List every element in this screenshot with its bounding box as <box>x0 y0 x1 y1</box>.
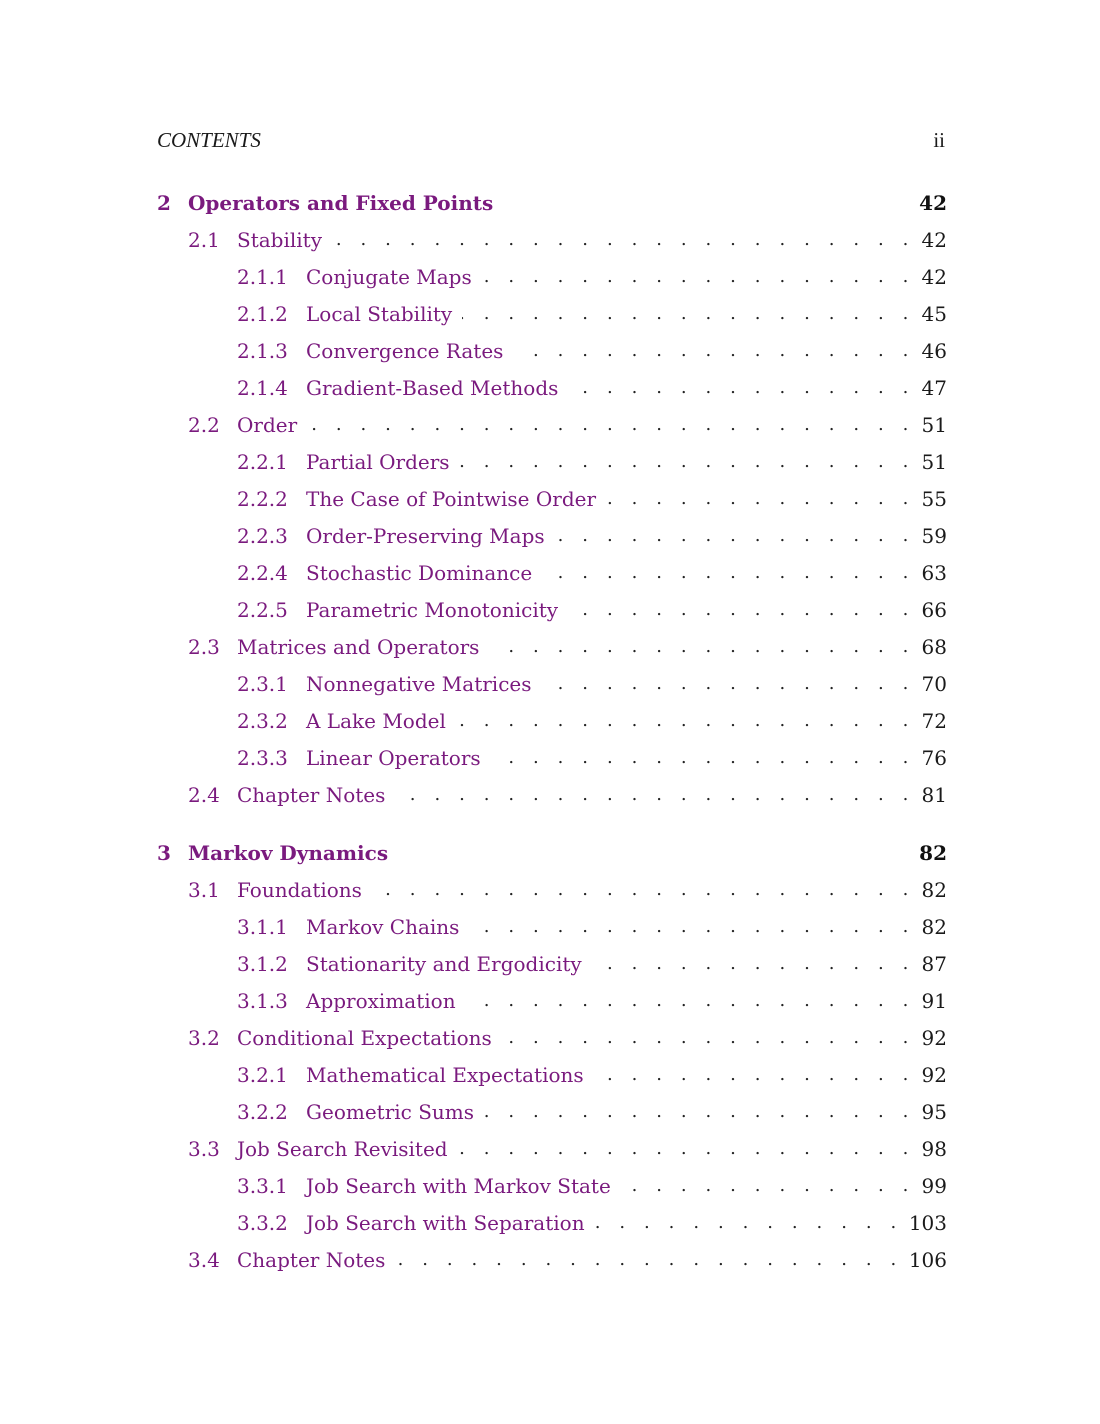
toc-subsection-entry[interactable] <box>157 258 947 295</box>
chapter-page-number: 82 <box>919 840 947 865</box>
chapter-title[interactable]: Operators and Fixed Points <box>188 190 494 215</box>
table-of-contents <box>157 184 947 1299</box>
subsection-page-number: 99 <box>921 1173 947 1198</box>
section-title[interactable]: Chapter Notes <box>237 782 386 807</box>
subsection-number: 2.1.4 <box>237 375 288 400</box>
dot-leader <box>568 379 915 397</box>
chapter-number: 3 <box>157 840 171 865</box>
section-title[interactable]: Chapter Notes <box>237 1247 386 1272</box>
section-page-number: 82 <box>921 877 947 902</box>
section-title[interactable]: Job Search Revisited <box>237 1136 448 1161</box>
section-number: 3.2 <box>188 1025 220 1050</box>
subsection-page-number: 92 <box>921 1062 947 1087</box>
section-title[interactable]: Foundations <box>237 877 362 902</box>
subsection-number: 2.2.2 <box>237 486 288 511</box>
toc-chapter <box>157 184 947 813</box>
subsection-page-number: 70 <box>921 671 947 696</box>
section-title[interactable]: Matrices and Operators <box>237 634 480 659</box>
toc-section-entry[interactable] <box>157 406 947 443</box>
subsection-page-number: 42 <box>921 264 947 289</box>
section-page-number: 92 <box>921 1025 947 1050</box>
dot-leader <box>372 881 915 899</box>
dot-leader <box>555 527 915 545</box>
dot-leader <box>489 638 915 656</box>
subsection-page-number: 63 <box>921 560 947 585</box>
toc-subsection-entry[interactable] <box>157 369 947 406</box>
section-number: 2.2 <box>188 412 220 437</box>
toc-chapter-entry[interactable] <box>157 184 947 221</box>
subsection-title[interactable]: Local Stability <box>306 301 453 326</box>
running-title: CONTENTS <box>157 128 261 152</box>
toc-section-entry[interactable] <box>157 776 947 813</box>
dot-leader <box>469 918 915 936</box>
subsection-number: 2.3.1 <box>237 671 288 696</box>
dot-leader <box>395 786 915 804</box>
dot-leader <box>484 1103 915 1121</box>
subsection-title[interactable]: Stationarity and Ergodicity <box>306 951 582 976</box>
dot-leader <box>594 1066 915 1084</box>
subsection-title[interactable]: Approximation <box>306 988 456 1013</box>
toc-subsection-entry[interactable] <box>157 591 947 628</box>
dot-leader <box>307 416 915 434</box>
subsection-page-number: 55 <box>921 486 947 511</box>
subsection-number: 2.3.2 <box>237 708 288 733</box>
dot-leader <box>456 712 915 730</box>
chapter-page-number: 42 <box>919 190 947 215</box>
section-page-number: 68 <box>921 634 947 659</box>
section-page-number: 98 <box>921 1136 947 1161</box>
section-title[interactable]: Stability <box>237 227 322 252</box>
dot-leader <box>332 231 915 249</box>
section-number: 2.4 <box>188 782 220 807</box>
section-number: 3.1 <box>188 877 220 902</box>
section-number: 2.1 <box>188 227 220 252</box>
toc-section-entry[interactable] <box>157 221 947 258</box>
toc-subsection-entry[interactable] <box>157 1093 947 1130</box>
subsection-page-number: 95 <box>921 1099 947 1124</box>
section-number: 2.3 <box>188 634 220 659</box>
dot-leader <box>491 749 915 767</box>
toc-subsection-entry[interactable] <box>157 1204 947 1241</box>
subsection-number: 2.2.5 <box>237 597 288 622</box>
section-page-number: 51 <box>921 412 947 437</box>
subsection-number: 2.1.3 <box>237 338 288 363</box>
subsection-title[interactable]: Parametric Monotonicity <box>306 597 559 622</box>
section-title[interactable]: Conditional Expectations <box>237 1025 492 1050</box>
subsection-page-number: 46 <box>921 338 947 363</box>
subsection-number: 3.3.2 <box>237 1210 288 1235</box>
toc-subsection-entry[interactable] <box>157 945 947 982</box>
toc-subsection-entry[interactable] <box>157 739 947 776</box>
toc-subsection-entry[interactable] <box>157 517 947 554</box>
subsection-page-number: 47 <box>921 375 947 400</box>
subsection-number: 3.2.2 <box>237 1099 288 1124</box>
dot-leader <box>513 342 915 360</box>
subsection-number: 2.1.1 <box>237 264 288 289</box>
subsection-title[interactable]: Mathematical Expectations <box>306 1062 584 1087</box>
toc-chapter <box>157 834 947 1278</box>
dot-leader <box>460 453 915 471</box>
section-page-number: 81 <box>921 782 947 807</box>
page-number: ii <box>933 128 945 152</box>
subsection-number: 2.2.3 <box>237 523 288 548</box>
dot-leader <box>606 490 915 508</box>
subsection-page-number: 103 <box>908 1210 947 1235</box>
dot-leader <box>502 1029 915 1047</box>
page-header <box>157 128 945 160</box>
dot-leader <box>395 1251 902 1269</box>
toc-subsection-entry[interactable] <box>157 443 947 480</box>
toc-section-entry[interactable] <box>157 1019 947 1056</box>
subsection-number: 3.1.1 <box>237 914 288 939</box>
dot-leader <box>592 955 915 973</box>
subsection-title[interactable]: Conjugate Maps <box>306 264 472 289</box>
dot-leader <box>595 1214 903 1232</box>
subsection-number: 3.3.1 <box>237 1173 288 1198</box>
dot-leader <box>482 268 915 286</box>
subsection-title[interactable]: Gradient-Based Methods <box>306 375 559 400</box>
subsection-title[interactable]: Linear Operators <box>306 745 481 770</box>
toc-subsection-entry[interactable] <box>157 908 947 945</box>
subsection-page-number: 76 <box>921 745 947 770</box>
subsection-page-number: 87 <box>921 951 947 976</box>
subsection-page-number: 66 <box>921 597 947 622</box>
subsection-title[interactable]: Geometric Sums <box>306 1099 475 1124</box>
subsection-number: 3.1.3 <box>237 988 288 1013</box>
toc-subsection-entry[interactable] <box>157 295 947 332</box>
dot-leader <box>458 1140 915 1158</box>
dot-leader <box>542 675 916 693</box>
subsection-number: 3.2.1 <box>237 1062 288 1087</box>
toc-subsection-entry[interactable] <box>157 332 947 369</box>
subsection-page-number: 51 <box>921 449 947 474</box>
subsection-title[interactable]: Job Search with Separation <box>306 1210 585 1235</box>
dot-leader <box>462 305 915 323</box>
chapter-number: 2 <box>157 190 171 215</box>
dot-leader <box>568 601 915 619</box>
subsection-number: 2.1.2 <box>237 301 288 326</box>
subsection-number: 2.2.1 <box>237 449 288 474</box>
subsection-title[interactable]: The Case of Pointwise Order <box>306 486 597 511</box>
subsection-page-number: 59 <box>921 523 947 548</box>
toc-subsection-entry[interactable] <box>157 702 947 739</box>
section-number: 3.4 <box>188 1247 220 1272</box>
toc-section-entry[interactable] <box>157 1130 947 1167</box>
toc-subsection-entry[interactable] <box>157 665 947 702</box>
subsection-number: 3.1.2 <box>237 951 288 976</box>
toc-subsection-entry[interactable] <box>157 1167 947 1204</box>
subsection-title[interactable]: Markov Chains <box>306 914 460 939</box>
toc-subsection-entry[interactable] <box>157 554 947 591</box>
dot-leader <box>542 564 915 582</box>
subsection-title[interactable]: Job Search with Markov State <box>306 1173 611 1198</box>
subsection-title[interactable]: Order-Preserving Maps <box>306 523 545 548</box>
subsection-title[interactable]: Stochastic Dominance <box>306 560 533 585</box>
section-title[interactable]: Order <box>237 412 298 437</box>
toc-section-entry[interactable] <box>157 871 947 908</box>
subsection-page-number: 45 <box>921 301 947 326</box>
section-number: 3.3 <box>188 1136 220 1161</box>
subsection-title[interactable]: Partial Orders <box>306 449 450 474</box>
toc-section-entry[interactable] <box>157 1241 947 1278</box>
toc-subsection-entry[interactable] <box>157 1056 947 1093</box>
toc-chapter-entry[interactable] <box>157 834 947 871</box>
toc-subsection-entry[interactable] <box>157 480 947 517</box>
chapter-title[interactable]: Markov Dynamics <box>188 840 389 865</box>
toc-section-entry[interactable] <box>157 628 947 665</box>
subsection-page-number: 82 <box>921 914 947 939</box>
subsection-number: 2.3.3 <box>237 745 288 770</box>
subsection-number: 2.2.4 <box>237 560 288 585</box>
section-page-number: 42 <box>921 227 947 252</box>
dot-leader <box>466 992 915 1010</box>
section-page-number: 106 <box>908 1247 947 1272</box>
dot-leader <box>621 1177 915 1195</box>
subsection-page-number: 91 <box>921 988 947 1013</box>
subsection-page-number: 72 <box>921 708 947 733</box>
toc-subsection-entry[interactable] <box>157 982 947 1019</box>
subsection-title[interactable]: Nonnegative Matrices <box>306 671 532 696</box>
subsection-title[interactable]: A Lake Model <box>306 708 446 733</box>
subsection-title[interactable]: Convergence Rates <box>306 338 504 363</box>
